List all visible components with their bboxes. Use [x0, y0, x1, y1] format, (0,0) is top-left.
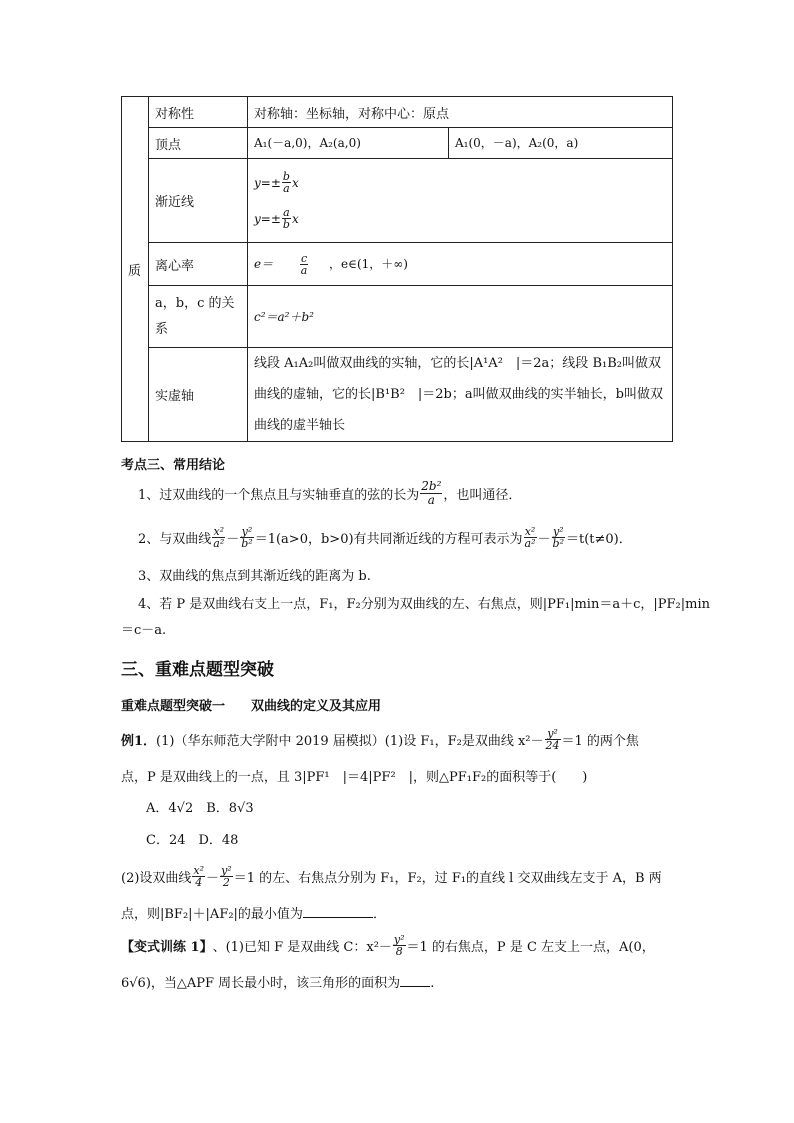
example-text: (1)（华东师范大学附中 2019 届模拟）(1)设 F₁，F₂是双曲线 x²－ — [156, 733, 544, 749]
example-1-line-1 — [121, 722, 672, 756]
asym-prefix: y=± — [254, 211, 281, 226]
example-2-line-1 — [121, 857, 672, 895]
hyperbola-properties-table — [121, 96, 673, 442]
table-row — [122, 128, 673, 159]
c2-suffix: ＝t(t≠0)． — [565, 531, 632, 547]
frac-den: a — [420, 493, 442, 507]
asymptote-2 — [254, 201, 666, 237]
variant-frac — [393, 934, 406, 957]
table-row — [122, 159, 673, 243]
conclusion-2 — [138, 518, 672, 556]
c1-frac — [420, 480, 442, 507]
options-line-1: A．4√2 B．8√3 — [146, 801, 254, 816]
row-label: 顶点 — [149, 128, 248, 159]
example2-mid: ＝1 的左、右焦点分别为 F₁，F₂，过 F₁的直线 l 交双曲线左支于 A，B 两 — [233, 870, 662, 886]
c1-suffix: ，也叫通径． — [443, 487, 522, 503]
eccentricity-cell — [248, 243, 673, 286]
frac-den: 8 — [393, 945, 406, 957]
c2-frac-b — [240, 526, 253, 549]
row-label: 对称性 — [149, 97, 248, 128]
relation-cell: c²＝a²＋b² — [248, 286, 673, 348]
heading-breakthrough: 三、重难点题型突破 — [121, 660, 274, 680]
frac-num: x² — [193, 863, 205, 877]
conclusion-1 — [138, 476, 672, 510]
variant-line-1 — [121, 928, 672, 962]
variant-line-2 — [121, 972, 672, 991]
asymptote-1 — [254, 165, 666, 201]
answer-blank[interactable] — [400, 974, 430, 987]
c2-text: 2、与双曲线 — [138, 531, 212, 547]
minus-sign: － — [226, 531, 240, 547]
frac-num: 2b² — [421, 478, 442, 493]
frac-den: 24 — [545, 738, 560, 752]
row-label: 渐近线 — [149, 159, 248, 243]
frac-num: y² — [221, 863, 232, 877]
frac-den: a² — [213, 536, 225, 550]
variant-suffix: ＝1 的右焦点，P 是 C 左支上一点，A(0， — [406, 939, 655, 955]
frac-den: b — [282, 218, 290, 231]
subheading: 重难点题型突破一 双曲线的定义及其应用 — [121, 699, 382, 714]
frac-den: 4 — [192, 876, 205, 888]
row-value: 对称轴：坐标轴，对称中心：原点 — [248, 97, 673, 128]
frac-num: y² — [241, 524, 253, 538]
table-row — [122, 348, 673, 442]
vertex-x-axis: A₁(－a,0)，A₂(a,0) — [248, 128, 449, 159]
asym-frac — [282, 207, 291, 230]
frac-num: x² — [213, 524, 225, 538]
example-label: 例1． — [121, 733, 157, 749]
c2-frac-a — [212, 526, 225, 549]
row-label: 实虚轴 — [149, 348, 248, 442]
example2-line2: 点，则|BF₂|＋|AF₂|的最小值为 — [121, 907, 303, 922]
answer-blank[interactable] — [303, 905, 373, 918]
table-row — [122, 243, 673, 286]
table-row — [122, 286, 673, 348]
example-frac — [545, 728, 561, 751]
frac-den: a — [300, 263, 308, 277]
table-row — [122, 97, 673, 128]
example-suffix: ＝1 的两个焦 — [561, 733, 639, 749]
frac-den: 2 — [220, 876, 233, 888]
side-label: 质 — [122, 97, 149, 442]
asym-prefix: y=± — [254, 175, 281, 190]
example2-text: (2)设双曲线 — [121, 870, 192, 886]
minus-sign: － — [537, 531, 551, 547]
c2-frac-b2 — [552, 526, 565, 549]
c1-text: 1、过双曲线的一个焦点且与实轴垂直的弦的长为 — [138, 487, 420, 503]
frac-den: a — [283, 182, 290, 195]
frac-den: b² — [552, 536, 564, 550]
asymptote-cell — [248, 159, 673, 243]
period: ． — [372, 907, 386, 922]
options-line-2: C．24 D．48 — [146, 833, 239, 848]
frac-num: c — [300, 251, 308, 265]
frac-num: y² — [393, 932, 405, 946]
frac-num: a — [283, 206, 290, 219]
example2-frac-a — [192, 865, 205, 888]
row-label: a，b，c 的关系 — [149, 286, 248, 348]
row-label: 离心率 — [149, 243, 248, 286]
period: . — [430, 976, 435, 991]
conclusion-4: 4、若 P 是双曲线右支上一点，F₁，F₂分别为双曲线的左、右焦点，则|PF₁|min＝a＋c，|PF₂|min — [138, 597, 710, 612]
asym-frac — [282, 171, 291, 194]
minus-sign: － — [206, 870, 220, 886]
ecc-frac — [300, 253, 309, 276]
ecc-suffix: ，e∈(1，＋∞) — [328, 256, 408, 271]
section-title: 考点三、常用结论 — [121, 458, 226, 473]
axes-description: 线段 A₁A₂叫做双曲线的实轴，它的长|A¹A² |＝2a；线段 B₁B₂叫做双曲线的虚轴，它的长|B¹B² |＝2b；a叫做双曲线的实半轴长，b叫做双曲线的虚半轴长 — [248, 348, 673, 442]
example2-frac-b — [220, 865, 233, 888]
ecc-prefix: e＝ — [254, 256, 274, 271]
conclusion-4-cont: ＝c－a. — [121, 623, 167, 638]
c2-frac-a2 — [524, 526, 537, 549]
frac-num: y² — [552, 524, 564, 538]
asym-suffix: x — [291, 175, 299, 190]
frac-num: b — [282, 170, 290, 183]
frac-num: y² — [547, 726, 558, 740]
frac-num: x² — [524, 524, 536, 538]
c2-mid: ＝1(a>0，b>0)有共同渐近线的方程可表示为 — [254, 531, 523, 547]
conclusion-3: 3、双曲线的焦点到其渐近线的距离为 b. — [138, 569, 371, 584]
variant-label: 【变式训练 1】 — [121, 939, 213, 955]
vertex-y-axis: A₁(0，－a)，A₂(0，a) — [449, 128, 673, 159]
variant-line2: 6√6)，当△APF 周长最小时，该三角形的面积为 — [121, 976, 401, 991]
frac-den: a² — [524, 536, 536, 550]
example-1-line-2: 点，P 是双曲线上的一点，且 3|PF¹ |＝4|PF² |，则△PF₁F₂的面积等于( ) — [121, 770, 588, 785]
frac-den: b² — [241, 536, 253, 550]
example-2-line-2 — [121, 903, 672, 922]
asym-suffix: x — [291, 211, 299, 226]
variant-text: 、(1)已知 F 是双曲线 C：x²－ — [212, 939, 392, 955]
